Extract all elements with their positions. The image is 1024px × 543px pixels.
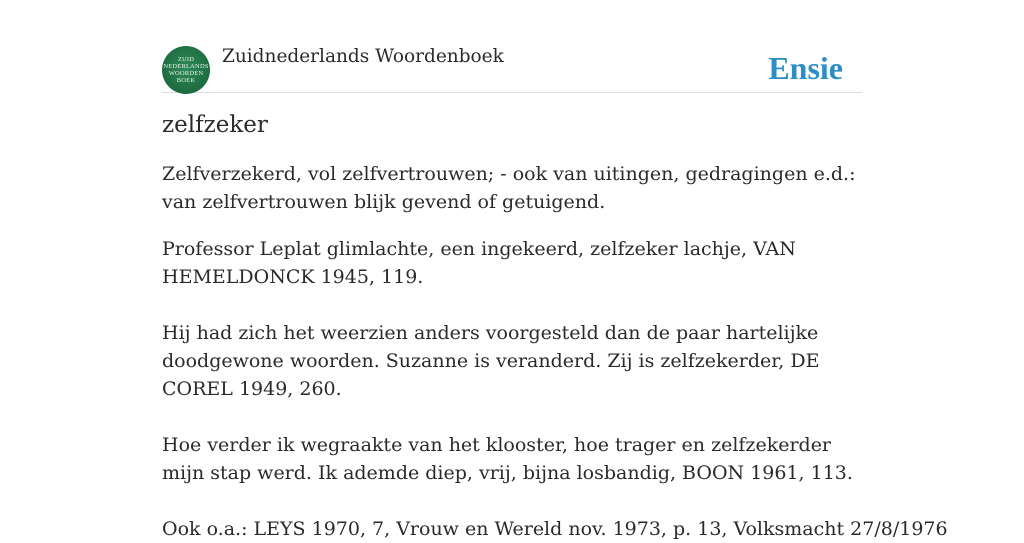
zuidnederlands-woordenboek-logo[interactable]	[162, 46, 210, 94]
ensie-brand-link[interactable]: Ensie	[768, 50, 843, 86]
site-header	[162, 46, 862, 93]
entry-quote: Hij had zich het weerzien anders voorgesteld dan de paar hartelijke doodgewone woorden. Suzanne is veranderd. Zij is zelfzekerder, DE COREL 1949, 260.	[162, 322, 820, 400]
entry-content	[162, 112, 948, 543]
logo-line: NEDERLANDS	[163, 63, 209, 70]
entry-headword: zelfzeker	[162, 112, 268, 138]
entry-quote: Hoe verder ik wegraakte van het klooster, hoe trager en zelfzekerder mijn stap werd. Ik ademde diep, vrij, bijna losbandig, BOON 1961, 113.	[162, 434, 853, 484]
entry-quote: Professor Leplat glimlachte, een ingekeerd, zelfzeker lachje, VAN HEMELDONCK 1945, 119.	[162, 238, 796, 288]
logo-line: BOEK	[176, 77, 196, 84]
logo-line: WOORDEN	[168, 70, 204, 77]
site-title[interactable]: Zuidnederlands Woordenboek	[222, 46, 504, 67]
entry-definition: Zelfverzekerd, vol zelfvertrouwen; - ook van uitingen, gedragingen e.d.: van zelfvertrouwen blijk gevend of getuigend.	[162, 163, 856, 213]
logo-line: ZUID	[177, 56, 195, 63]
entry-more-references: Ook o.a.: LEYS 1970, 7, Vrouw en Wereld nov. 1973, p. 13, Volksmacht 27/8/1976	[162, 518, 948, 540]
